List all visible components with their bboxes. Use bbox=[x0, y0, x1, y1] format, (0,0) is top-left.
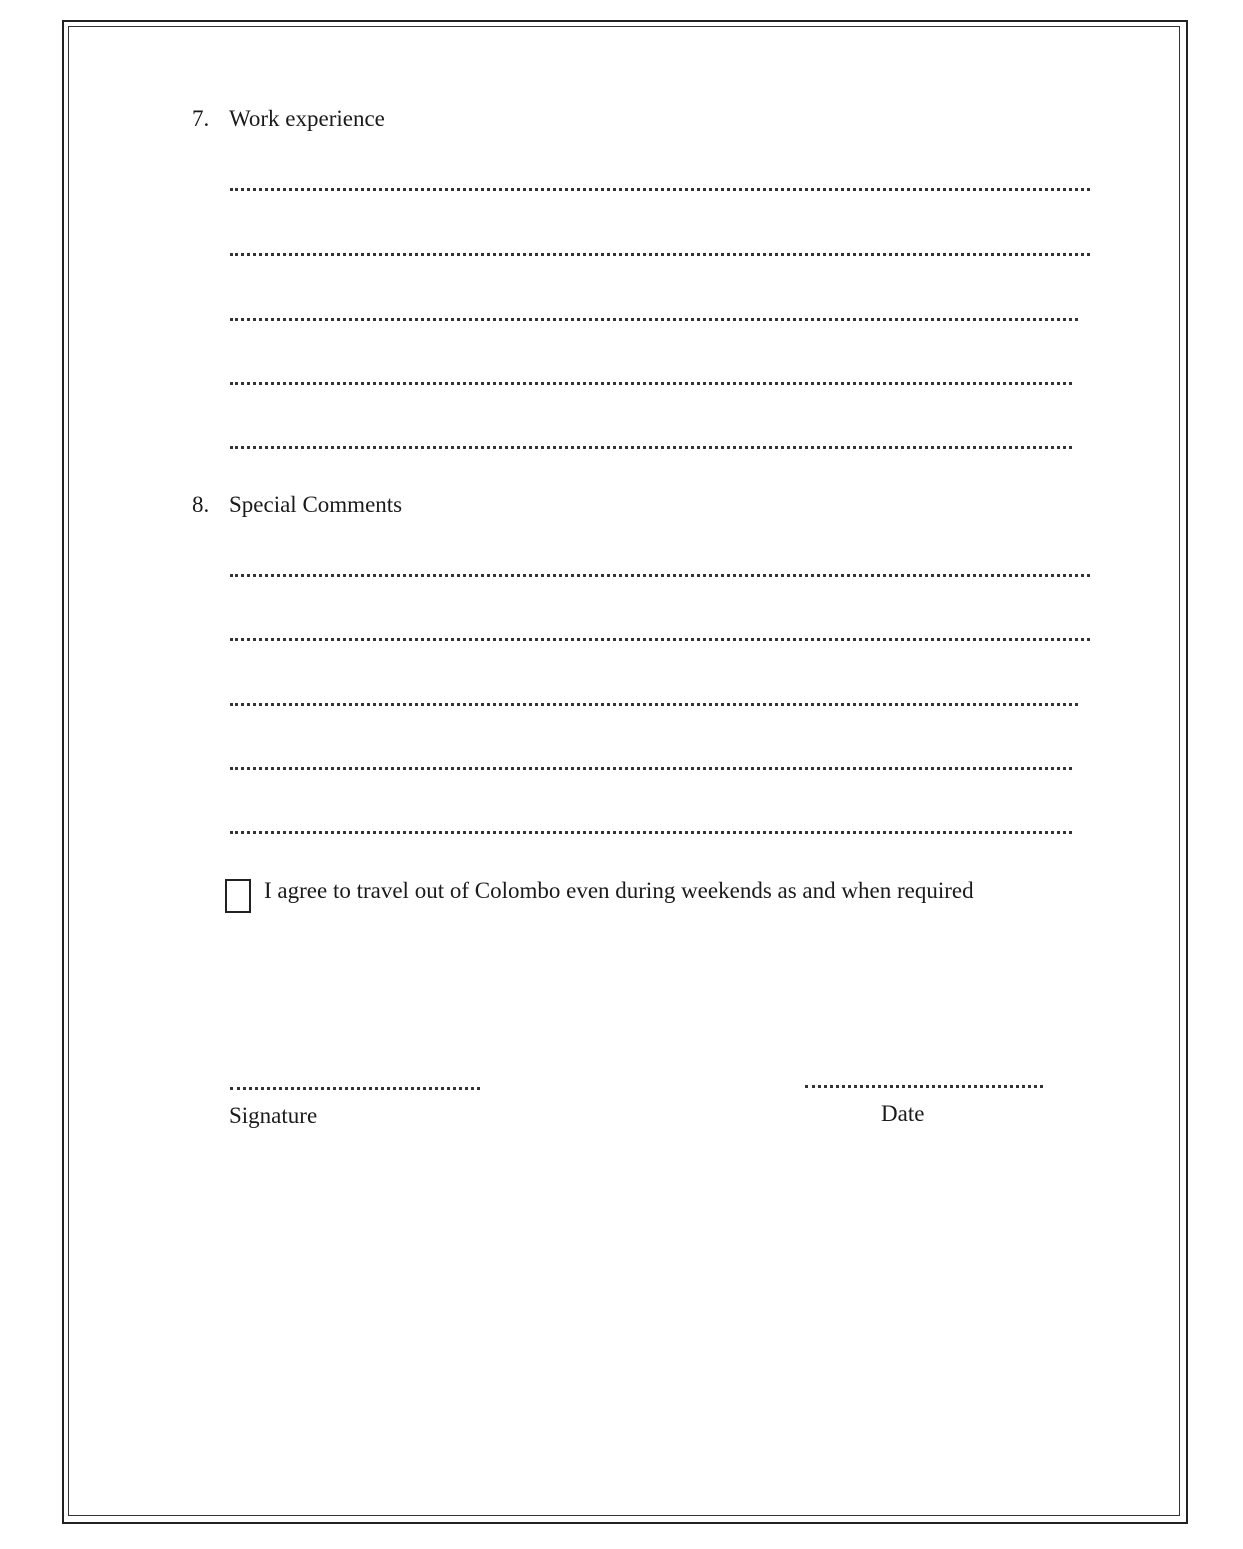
work-experience-line-4[interactable] bbox=[230, 382, 1072, 385]
section-title: Special Comments bbox=[229, 492, 403, 517]
work-experience-line-1[interactable] bbox=[230, 188, 1090, 191]
work-experience-line-5[interactable] bbox=[230, 446, 1072, 449]
section-number: 8. bbox=[192, 492, 210, 517]
special-comments-line-3[interactable] bbox=[230, 703, 1078, 706]
section-heading-work-experience bbox=[192, 106, 385, 132]
date-label: Date bbox=[881, 1101, 925, 1126]
section-title: Work experience bbox=[229, 106, 385, 131]
section-number: 7. bbox=[192, 106, 210, 131]
special-comments-line-1[interactable] bbox=[230, 574, 1090, 577]
work-experience-line-3[interactable] bbox=[230, 318, 1078, 321]
signature-label: Signature bbox=[229, 1103, 318, 1128]
agree-travel-checkbox[interactable] bbox=[225, 879, 251, 913]
work-experience-line-2[interactable] bbox=[230, 253, 1090, 256]
signature-line[interactable] bbox=[230, 1087, 480, 1090]
date-line[interactable] bbox=[805, 1085, 1043, 1088]
agree-travel-label: I agree to travel out of Colombo even during weekends as and when required bbox=[264, 878, 974, 903]
special-comments-line-5[interactable] bbox=[230, 831, 1072, 834]
special-comments-line-2[interactable] bbox=[230, 638, 1090, 641]
special-comments-line-4[interactable] bbox=[230, 767, 1072, 770]
page-border-inner bbox=[68, 26, 1180, 1516]
section-heading-special-comments bbox=[192, 492, 402, 518]
